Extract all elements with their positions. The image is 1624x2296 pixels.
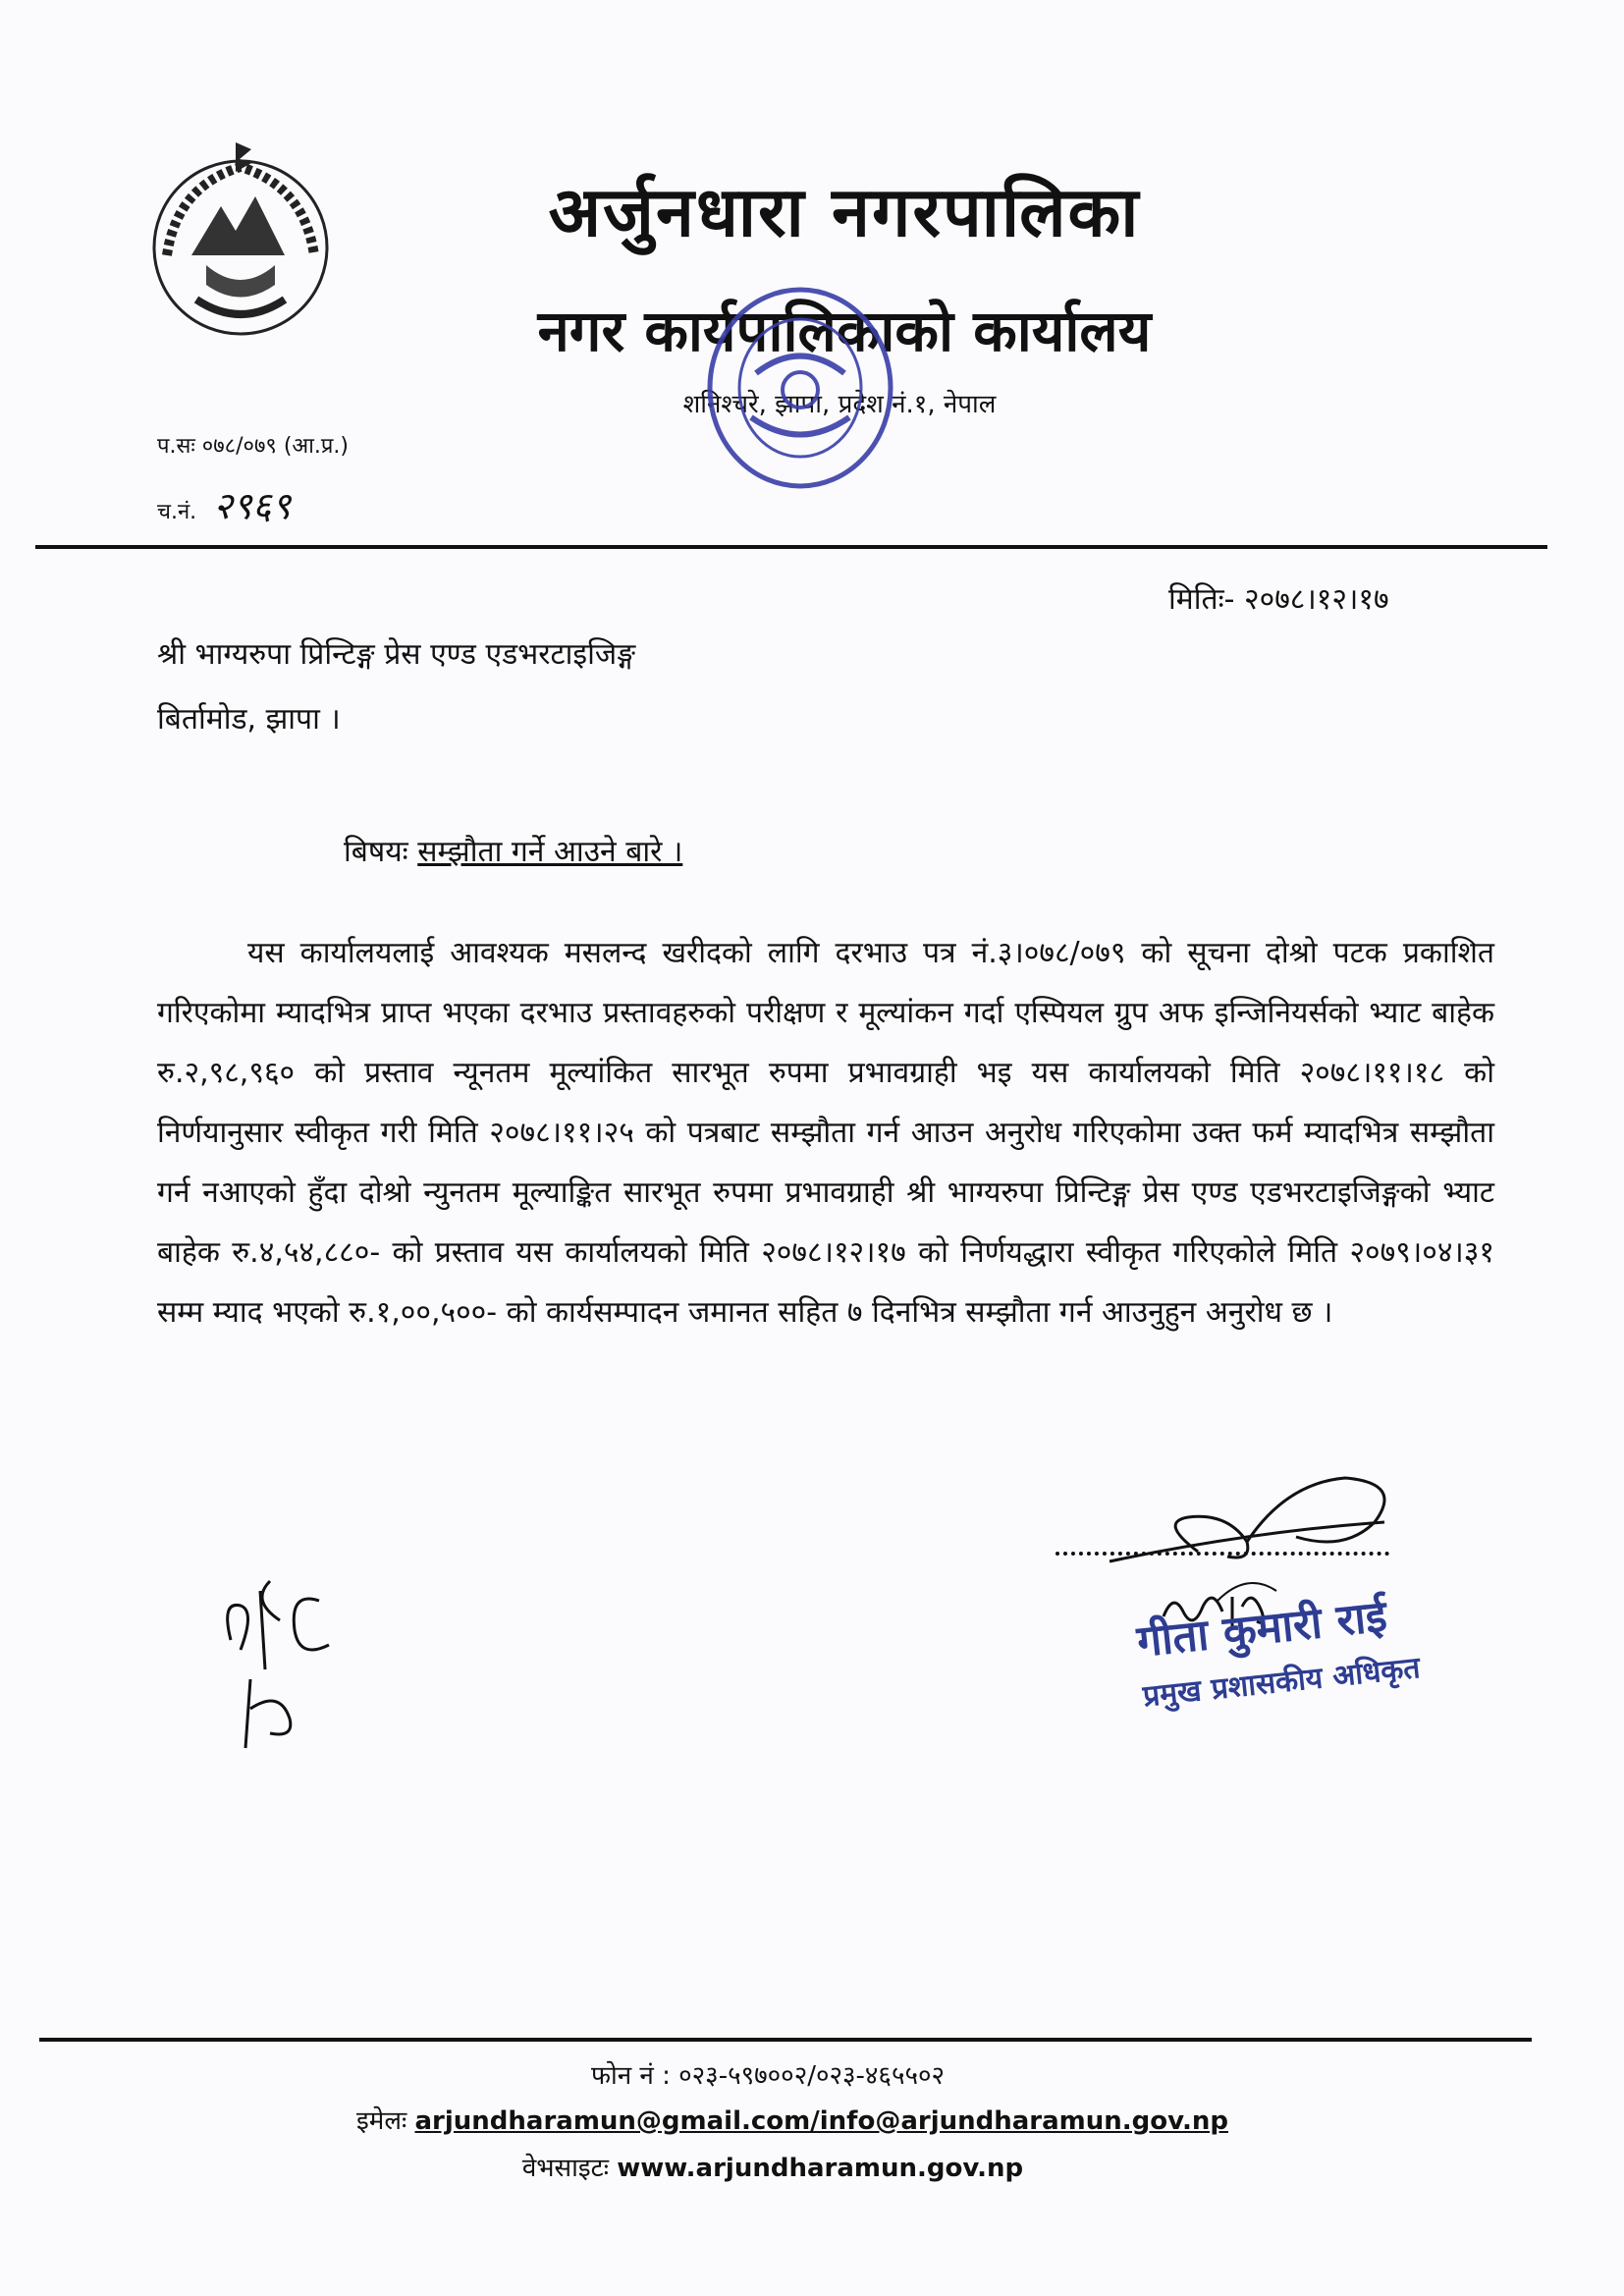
email-label: इमेलः xyxy=(356,2106,415,2136)
recipient-address: बिर्तामोड, झापा । xyxy=(157,702,341,737)
header-divider xyxy=(35,545,1547,549)
footer-email xyxy=(0,2102,1604,2137)
office-stamp-icon xyxy=(697,280,903,496)
office-title: नगर कार्यपालिकाको कार्यालय xyxy=(537,298,1152,364)
subject-text: सम्झौता गर्ने आउने बारे । xyxy=(417,835,683,869)
subject-line xyxy=(344,830,682,870)
chalani-label: च.नं. xyxy=(157,500,197,524)
chalani-number xyxy=(157,479,291,530)
footer-website xyxy=(0,2149,1585,2184)
recipient-name: श्री भाग्यरुपा प्रिन्टिङ्ग प्रेस एण्ड एडभरटाइजिङ्ग xyxy=(157,637,636,672)
officer-name: गीता कुमारी राई xyxy=(1134,1591,1389,1667)
officer-post: प्रमुख प्रशासकीय अधिकृत xyxy=(1141,1650,1422,1715)
footer-phone: फोन नं : ०२३-५९७००२/०२३-४६५५०२ xyxy=(590,2061,946,2091)
signature-line xyxy=(1056,1552,1389,1556)
handwritten-note-icon xyxy=(211,1561,447,1758)
chalani-value: २९६९ xyxy=(213,484,292,527)
letter-body xyxy=(157,923,1494,1342)
body-paragraph: यस कार्यालयलाई आवश्यक मसलन्द खरीदको लागि दरभाउ पत्र नं.३।०७८/०७९ को सूचना दोश्रो पटक प्रकाशित गरिएकोमा म्यादभित्र प्राप्त भएका दरभाउ प्रस्तावहरुको परीक्षण र मूल्यांकन गर्दा एस्पियल ग्रुप अफ इन्जिनियर्सको भ्याट बाहेक रु.२,९८,९६० को प्रस्ताव न्यूनतम मूल्यांकित सारभूत रुपमा प्रभावग्राही भइ यस कार्यालयको मिति २०७८।११।१८ को निर्णयानुसार स्वीकृत गरी मिति २०७८।११।२५ को पत्रबाट सम्झौता गर्न आउन अनुरोध गरिएकोमा उक्त फर्म म्यादभित्र सम्झौता गर्न नआएको हुँदा दोश्रो न्युनतम मूल्याङ्कित सारभूत रुपमा प्रभावग्राही श्री भाग्यरुपा प्रिन्टिङ्ग प्रेस एण्ड एडभरटाइजिङ्गको भ्याट बाहेक रु.४,५४,८८०- को प्रस्ताव यस कार्यालयको मिति २०७८।१२।१७ को निर्णयद्धारा स्वीकृत गरिएकोले मिति २०७९।०४।३१ सम्म म्याद भएको रु.१,००,५००- को कार्यसम्पादन जमानत सहित ७ दिनभित्र सम्झौता गर्न आउनुहुन अनुरोध छ । xyxy=(157,936,1494,1330)
footer-divider xyxy=(39,2038,1532,2042)
office-address: शनिश्चरे, झापा, प्रदेश नं.१, नेपाल xyxy=(682,390,997,419)
recipient-block xyxy=(157,623,635,752)
subject-label: बिषयः xyxy=(344,835,418,869)
nepal-government-emblem-icon xyxy=(137,137,344,344)
patra-sankhya: प.सः ०७८/०७९ (आ.प्र.) xyxy=(157,434,349,459)
website-label: वेभसाइटः xyxy=(521,2154,618,2183)
municipality-title: अर्जुनधारा नगरपालिका xyxy=(548,171,1141,252)
website-link[interactable]: www.arjundharamun.gov.np xyxy=(617,2154,1024,2183)
letter-date: मितिः- २०७८।१२।१७ xyxy=(1168,582,1389,617)
email-link[interactable]: arjundharamun@gmail.com/info@arjundharamun.gov.np xyxy=(414,2106,1228,2136)
